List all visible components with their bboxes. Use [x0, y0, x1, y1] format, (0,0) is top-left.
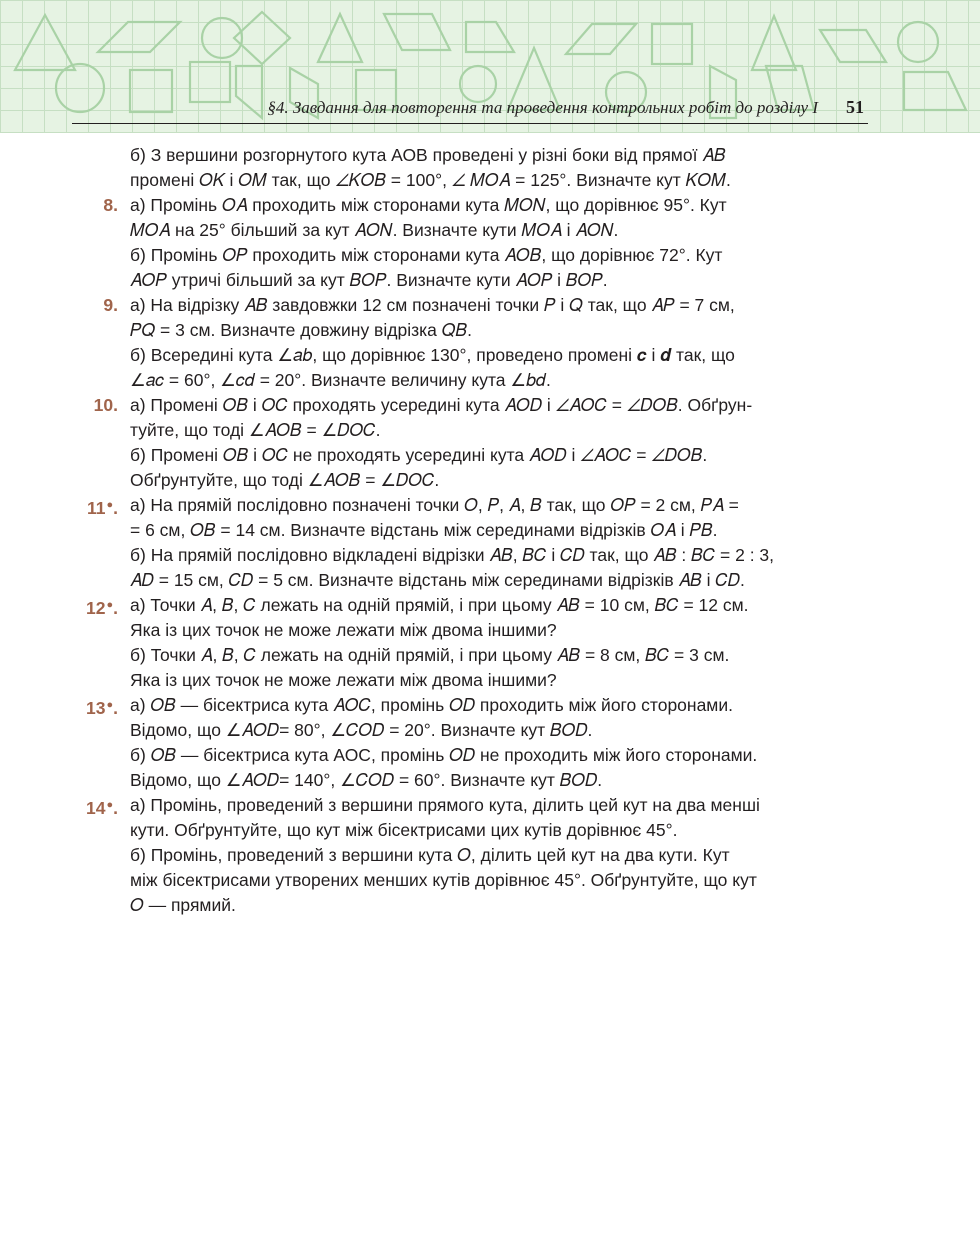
task-number: 11●.: [86, 498, 118, 518]
rhombus-icon: [384, 14, 450, 50]
task-number: 10.: [93, 395, 118, 415]
task-number: 9.: [103, 295, 118, 315]
task-7-continuation: [0, 143, 980, 193]
task-part-a: а) Промені 𝑂𝐵 і 𝑂𝐶 проходять усередині кута 𝐴𝑂𝐷 і ∠𝐴𝑂𝐶 = ∠𝐷𝑂𝐵. Обґрун- туйте, що тоді ∠𝐴𝑂𝐵 = ∠𝐷𝑂𝐶.: [130, 395, 753, 440]
task-number: 13●.: [86, 698, 118, 718]
task-12: [0, 593, 980, 693]
star-icon: ●: [106, 499, 114, 511]
task-part-b: б) Всередині кута ∠𝑎𝑏, що дорівнює 130°, проведено промені 𝒄 і 𝒅 так, що ∠𝑎𝑐 = 60°, ∠𝑐𝑑 = 20°. Визначте величину кута ∠𝑏𝑑.: [130, 345, 735, 390]
task-14: [0, 793, 980, 918]
triangle-icon: [318, 14, 362, 62]
task-part-a: а) Промінь 𝑂𝐴 проходить між сторонами кута 𝑀𝑂𝑁, що дорівнює 95°. Кут 𝑀𝑂𝐴 на 25° більший за кут 𝐴𝑂𝑁. Визначте кути 𝑀𝑂𝐴 і 𝐴𝑂𝑁.: [130, 195, 727, 240]
task-part: б) З вершини розгорнутого кута АОВ проведені у різні боки від прямої 𝐴𝐵 промені 𝑂𝐾 і 𝑂𝑀 так, що ∠𝐾𝑂𝐵 = 100°, ∠ 𝑀𝑂𝐴 = 125°. Визначте кут 𝐾𝑂𝑀.: [130, 145, 731, 190]
task-number: 12●.: [86, 598, 118, 618]
task-part-b: б) 𝑂𝐵 — бісектриса кута АОС, промінь 𝑂𝐷 не проходить між його сторонами. Відомо, що ∠𝐴𝑂𝐷= 140°, ∠𝐶𝑂𝐷 = 60°. Визначте кут 𝐵𝑂𝐷.: [130, 745, 758, 790]
task-11: [0, 493, 980, 593]
triangle-icon: [15, 15, 75, 70]
task-number: 14●.: [86, 798, 118, 818]
task-part-a: а) Промінь, проведений з вершини прямого кута, ділить цей кут на два менші кути. Обґрунтуйте, що кут між бісектрисами цих кутів дорівнює 45°.: [130, 795, 760, 840]
trapezoid-icon: [466, 22, 514, 52]
circle-icon: [898, 22, 938, 62]
task-part-a: а) На відрізку 𝐴𝐵 завдовжки 12 см позначені точки 𝑃 і 𝑄 так, що 𝐴𝑃 = 7 см, 𝑃𝑄 = 3 см. Визначте довжину відрізка 𝑄𝐵.: [130, 295, 735, 340]
circle-icon: [202, 18, 242, 58]
header-divider: [72, 123, 868, 124]
task-part-a: а) На прямій послідовно позначені точки 𝑂, 𝑃, 𝐴, 𝐵 так, що 𝑂𝑃 = 2 см, 𝑃𝐴 = = 6 см, 𝑂𝐵 = 14 см. Визначте відстань між серединами відрізків 𝑂𝐴 і 𝑃𝐵.: [130, 495, 739, 540]
task-part-b: б) Промінь, проведений з вершини кута 𝑂, ділить цей кут на два кути. Кут між бісектрисами утворених менших кутів дорівнює 45°. Обґрунтуйте, що кут 𝑂 — прямий.: [130, 845, 757, 915]
star-icon: ●: [106, 699, 114, 711]
task-list: [0, 143, 980, 918]
star-icon: ●: [106, 599, 114, 611]
task-13: [0, 693, 980, 793]
task-part-b: б) Точки 𝐴, 𝐵, 𝐶 лежать на одній прямій, і при цьому 𝐴𝐵 = 8 см, 𝐵𝐶 = 3 см. Яка із цих точок не може лежати між двома іншими?: [130, 645, 730, 690]
task-8: [0, 193, 980, 293]
parallelogram-icon: [566, 24, 636, 54]
task-part-a: а) Точки 𝐴, 𝐵, 𝐶 лежать на одній прямій, і при цьому 𝐴𝐵 = 10 см, 𝐵𝐶 = 12 см. Яка із цих точок не може лежати між двома іншими?: [130, 595, 749, 640]
task-10: [0, 393, 980, 493]
task-9: [0, 293, 980, 393]
running-header: [0, 92, 980, 128]
task-part-a: а) 𝑂𝐵 — бісектриса кута 𝐴𝑂𝐶, промінь 𝑂𝐷 проходить між його сторонами. Відомо, що ∠𝐴𝑂𝐷= 80°, ∠𝐶𝑂𝐷 = 20°. Визначте кут 𝐵𝑂𝐷.: [130, 695, 733, 740]
star-icon: ●: [106, 799, 114, 811]
parallelogram-icon: [820, 30, 886, 62]
page-number: 51: [846, 97, 864, 117]
section-title: §4. Завдання для повторення та проведення контрольних робіт до розділу I: [267, 98, 818, 117]
task-part-b: б) Промінь 𝑂𝑃 проходить між сторонами кута 𝐴𝑂𝐵, що дорівнює 72°. Кут 𝐴𝑂𝑃 утричі більший за кут 𝐵𝑂𝑃. Визначте кути 𝐴𝑂𝑃 і 𝐵𝑂𝑃.: [130, 245, 723, 290]
task-part-b: б) Промені 𝑂𝐵 і 𝑂𝐶 не проходять усередині кута 𝐴𝑂𝐷 і ∠𝐴𝑂𝐶 = ∠𝐷𝑂𝐵. Обґрунтуйте, що тоді ∠𝐴𝑂𝐵 = ∠𝐷𝑂𝐶.: [130, 445, 708, 490]
task-part-b: б) На прямій послідовно відкладені відрізки 𝐴𝐵, 𝐵𝐶 і 𝐶𝐷 так, що 𝐴𝐵 : 𝐵𝐶 = 2 : 3, 𝐴𝐷 = 15 см, 𝐶𝐷 = 5 см. Визначте відстань між серединами відрізків 𝐴𝐵 і 𝐶𝐷.: [130, 545, 775, 590]
parallelogram-icon: [98, 22, 180, 52]
square-icon: [652, 24, 692, 64]
triangle-icon: [752, 16, 796, 70]
task-number: 8.: [103, 195, 118, 215]
